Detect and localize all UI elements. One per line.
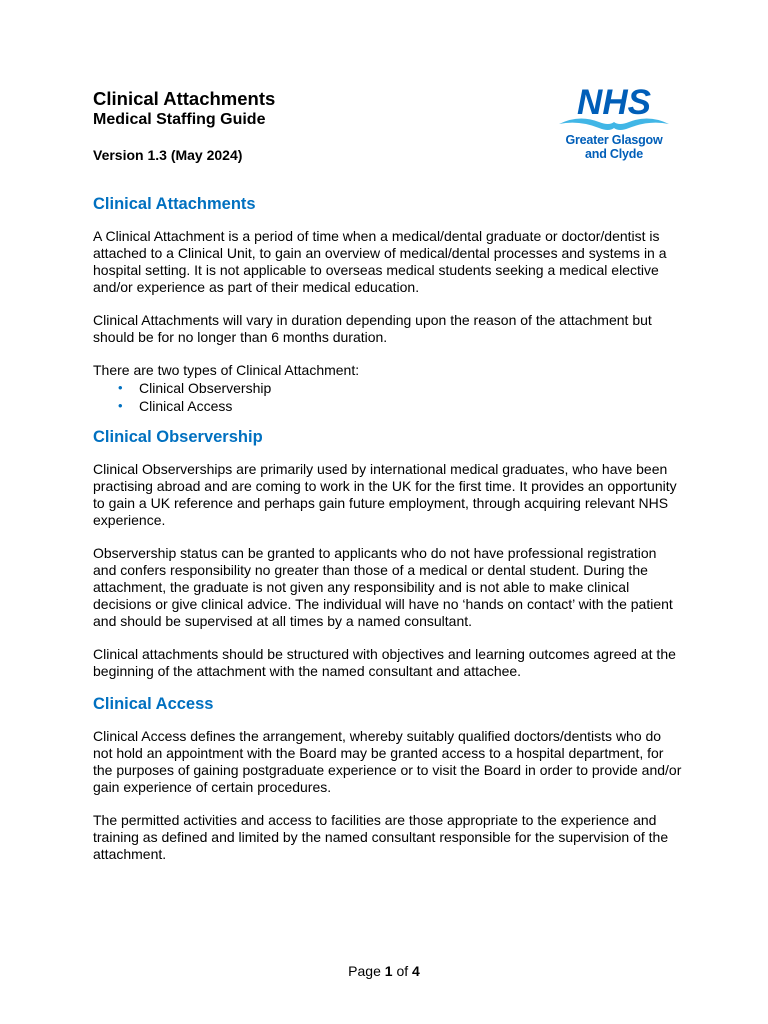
document-subtitle: Medical Staffing Guide: [93, 111, 266, 128]
bullet-icon: •: [118, 398, 123, 413]
paragraph: Clinical Access defines the arrangement, whereby suitably qualified doctors/dentists who do not hold an appointment with the Board may be granted access to a hospital department, for the purposes of gaining postgraduate experience or to visit the Board in order to provide and/or gain experience of certain procedures.: [93, 728, 682, 795]
nhs-logo: [555, 84, 673, 166]
of-label: of: [396, 963, 409, 979]
nhs-wordmark-text: NHS: [577, 84, 651, 122]
current-page-number: 1: [384, 963, 393, 979]
logo-line-greater-glasgow: Greater Glasgow: [565, 133, 663, 147]
paragraph: Observership status can be granted to applicants who do not have professional registration and confers responsibility no greater than those of a medical or dental student. During the attachment, the graduate is not given any responsibility and is not able to make clinical decisions or give clinical advice. The individual will have no ‘hands on contact’ with the patient and should be supervised at all times by a named consultant.: [93, 545, 673, 629]
paragraph: Clinical Observerships are primarily used by international medical graduates, who have been practising abroad and are coming to work in the UK for the first time. It provides an opportunity to gain a UK reference and perhaps gain future employment, through acquiring relevant NHS experience.: [93, 461, 677, 528]
paragraph: Clinical Attachments will vary in duration depending upon the reason of the attachment but should be for no longer than 6 months duration.: [93, 312, 652, 345]
section-heading-clinical-access: Clinical Access: [93, 695, 214, 713]
section-heading-clinical-attachments: Clinical Attachments: [93, 195, 256, 213]
list-item-label: Clinical Observership: [139, 380, 272, 396]
logo-line-and-clyde: and Clyde: [585, 147, 643, 161]
page-footer: [0, 963, 768, 979]
list-item: [93, 397, 683, 415]
bullet-icon: •: [118, 380, 123, 395]
paragraph: The permitted activities and access to facilities are those appropriate to the experience and training as defined and limited by the named consultant responsible for the supervision of the attachment.: [93, 812, 669, 862]
page-label: Page: [348, 963, 381, 979]
list-item-label: Clinical Access: [139, 398, 233, 414]
paragraph: Clinical attachments should be structured with objectives and learning outcomes agreed at the beginning of the attachment with the named consultant and attachee.: [93, 646, 676, 679]
paragraph: There are two types of Clinical Attachment:: [93, 362, 360, 378]
document-title: Clinical Attachments: [93, 88, 276, 109]
section-heading-clinical-observership: Clinical Observership: [93, 428, 263, 446]
total-page-count: 4: [412, 963, 420, 979]
nhs-wordmark-icon: [555, 84, 673, 136]
document-version: Version 1.3 (May 2024): [93, 147, 243, 163]
attachment-types-list: [93, 379, 683, 415]
list-item: [93, 379, 683, 397]
paragraph: A Clinical Attachment is a period of time when a medical/dental graduate or doctor/dentist is attached to a Clinical Unit, to gain an overview of medical/dental processes and systems in a hospital setting. It is not applicable to overseas medical students seeking a medical elective and/or experience as part of their medical education.: [93, 228, 667, 295]
document-body: [93, 192, 683, 863]
